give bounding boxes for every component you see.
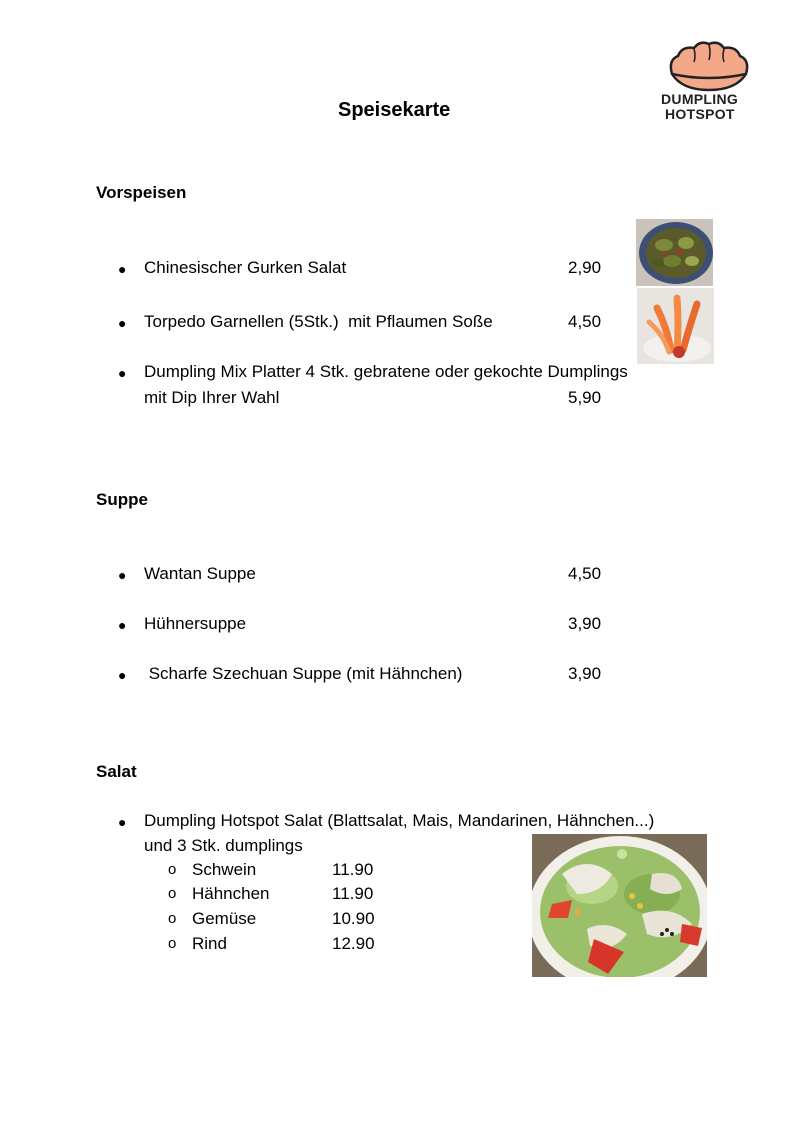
item-name-line2: mit Dip Ihrer Wahl — [144, 388, 280, 407]
shrimp-photo — [637, 288, 714, 364]
item-price: 5,90 — [568, 388, 602, 407]
item-name: Dumpling Mix Platter 4 Stk. gebratene oder gekochte Dumplings — [144, 362, 628, 381]
item-name: Torpedo Garnellen (5Stk.) mit Pflaumen Soße — [144, 312, 493, 331]
salad-photo — [532, 834, 707, 977]
bullet-icon: ● — [118, 667, 127, 683]
section-heading-salat: Salat — [96, 762, 137, 781]
item-name: Wantan Suppe — [144, 564, 256, 583]
logo-text-line1: DUMPLING — [661, 91, 739, 107]
item-price: 3,90 — [568, 664, 602, 683]
bullet-icon: ● — [118, 617, 127, 633]
option-price: 10.90 — [332, 909, 375, 928]
circle-bullet-icon: o — [168, 935, 177, 952]
option-price: 11.90 — [332, 884, 374, 903]
bullet-icon: ● — [118, 315, 127, 331]
item-name-line2: und 3 Stk. dumplings — [144, 836, 303, 855]
bullet-icon: ● — [118, 567, 127, 583]
bullet-icon: ● — [118, 814, 127, 830]
item-name: Hühnersuppe — [144, 614, 247, 633]
item-price: 2,90 — [568, 258, 602, 277]
circle-bullet-icon: o — [168, 910, 177, 927]
dumpling-logo-icon — [664, 40, 754, 92]
option-price: 11.90 — [332, 860, 374, 879]
option-name: Rind — [192, 934, 227, 953]
option-price: 12.90 — [332, 934, 375, 953]
page-title: Speisekarte — [338, 99, 451, 121]
circle-bullet-icon: o — [168, 885, 177, 902]
item-price: 4,50 — [568, 312, 602, 331]
logo-text-line2: HOTSPOT — [665, 106, 735, 122]
item-price: 4,50 — [568, 564, 602, 583]
item-name: Dumpling Hotspot Salat (Blattsalat, Mais, Mandarinen, Hähnchen...) — [144, 811, 655, 830]
option-name: Gemüse — [192, 909, 257, 928]
section-heading-suppe: Suppe — [96, 490, 148, 509]
option-name: Hähnchen — [192, 884, 270, 903]
item-name: Scharfe Szechuan Suppe (mit Hähnchen) — [144, 664, 463, 683]
cucumber-salad-photo — [636, 219, 713, 286]
item-name: Chinesischer Gurken Salat — [144, 258, 347, 277]
circle-bullet-icon: o — [168, 861, 177, 878]
bullet-icon: ● — [118, 365, 127, 381]
section-heading-vorspeisen: Vorspeisen — [96, 183, 187, 202]
option-name: Schwein — [192, 860, 257, 879]
bullet-icon: ● — [118, 261, 127, 277]
item-price: 3,90 — [568, 614, 602, 633]
